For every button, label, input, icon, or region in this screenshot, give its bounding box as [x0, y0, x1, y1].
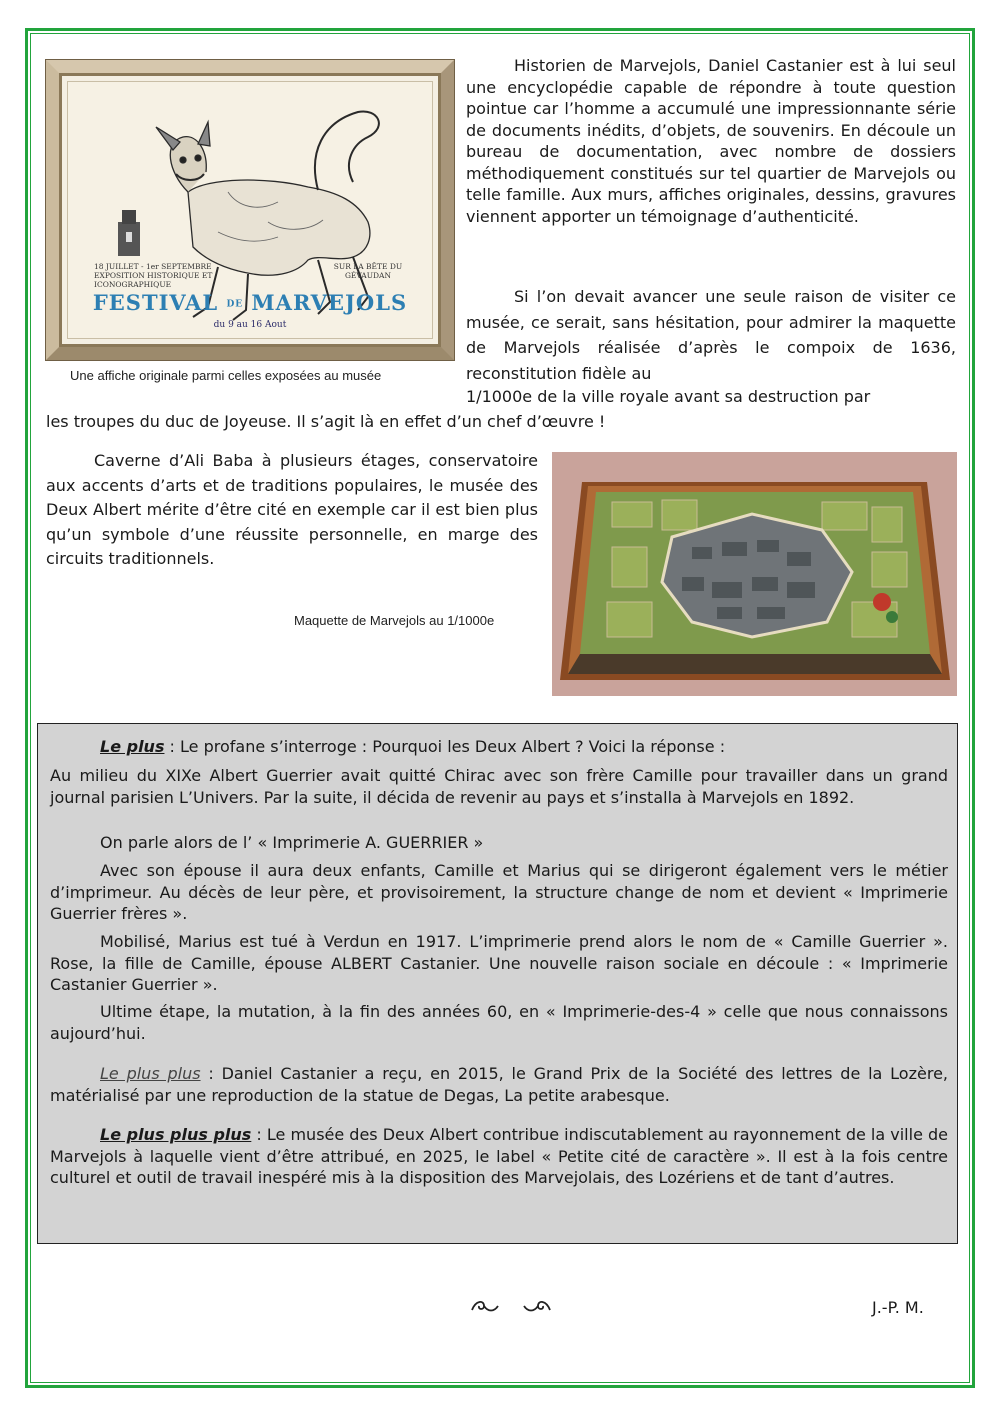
framed-poster-image [46, 60, 454, 360]
box-paragraph-1 [50, 736, 948, 758]
intro-paragraph-2b [466, 386, 956, 407]
maquette-photo [552, 452, 957, 696]
intro-paragraph-1: Historien de Marvejols, Daniel Castanier est à lui seul une encyclopédie capable de répondre à toute question pointue car l’homme a accumulé une impressionnante série de documents inédits, d’objets, de souvenirs. En découle un bureau de documentation, avec nombre de dossiers méthodiquement constitués sur tel quartier de Marvejols ou telle famille. Aux murs, affiches originales, dessins, gravures viennent apporter un témoignage d’authenticité. [466, 56, 956, 226]
poster-canvas [67, 81, 433, 339]
box-p7-text: : Daniel Castanier a reçu, en 2015, le Grand Prix de la Société des lettres de la Lozère, matérialisé par une reproduction de la statue de Degas, La petite arabesque. [50, 1064, 948, 1105]
signature: J.-P. M. [872, 1298, 924, 1317]
poster-dates: du 9 au 16 Aout [213, 320, 287, 330]
left-ornament-icon [470, 1296, 500, 1316]
box-paragraph-6: Ultime étape, la mutation, à la fin des années 60, en « Imprimerie-des-4 » celle que nous connaissons aujourd’hui. [50, 1002, 948, 1043]
box-paragraph-5: Mobilisé, Marius est tué à Verdun en 1917. L’imprimerie prend alors le nom de « Camille Guerrier ». Rose, la fille de Camille, épouse ALBERT Castanier. Une nouvelle raison sociale en découle : « Imprimerie Castanier Guerrier ». [50, 932, 948, 994]
poster-festival-word: FESTIVAL [92, 290, 219, 315]
box-paragraph-4: Avec son épouse il aura deux enfants, Camille et Marius qui se dirigeront également vers le métier d’imprimeur. Au décès de leur père, et provisoirement, la structure change de nom et devient « Imprimerie Guerrier frères ». [50, 861, 948, 923]
intro-p2b-text: 1/1000e de la ville royale avant sa destruction par [466, 387, 871, 406]
tower-icon [118, 210, 140, 256]
poster-left-text: 18 JUILLET - 1er SEPTEMBRE EXPOSITION HISTORIQUE ET ICONOGRAPHIQUE [94, 262, 213, 289]
le-plus-box [37, 723, 958, 1244]
maquette-illustration [552, 452, 957, 696]
poster-caption: Une affiche originale parmi celles exposées au musée [70, 368, 382, 383]
maquette-caption: Maquette de Marvejols au 1/1000e [294, 613, 495, 628]
poster-de-word: DE [226, 299, 244, 310]
box-p8-text: : Le musée des Deux Albert contribue indiscutablement au rayonnement de la ville de Marvejols à laquelle vient d’être attribué, en 2025, le label « Petite cité de caractère ». Il est à la fois centre culturel et outil de travail inespéré mis à la disposition des Marvejolais, des Lozériens et de tant d’autres. [50, 1125, 948, 1187]
box-paragraph-3: On parle alors de l’ « Imprimerie A. GUERRIER » [100, 833, 484, 852]
box-paragraph-7 [50, 1063, 948, 1106]
poster-title [68, 290, 432, 315]
box-p1-text: : Le profane s’interroge : Pourquoi les Deux Albert ? Voici la réponse : [164, 737, 726, 756]
poster-right-text: SUR LA BÊTE DU GÉVAUDAN [333, 262, 403, 280]
intro-paragraph-2a: Si l’on devait avancer une seule raison de visiter ce musée, ce serait, sans hésitation, pour admirer la maquette de Marvejols réalisée d’après le compoix de 1636, reconstitution fidèle au [466, 287, 956, 383]
heading-le-plus: Le plus [100, 737, 165, 756]
box-paragraph-8 [50, 1124, 948, 1189]
caverne-paragraph: Caverne d’Ali Baba à plusieurs étages, conservatoire aux accents d’arts et de traditions populaires, le musée des Deux Albert mérite d’être cité en exemple car il est bien plus qu’un symbole d’une réussite personnelle, en marge des circuits traditionnels. [46, 451, 538, 568]
poster-town-word: MARVEJOLS [251, 290, 408, 315]
heading-le-plus-plus: Le plus plus [100, 1064, 201, 1083]
heading-le-plus-plus-plus: Le plus plus plus [100, 1125, 252, 1144]
right-ornament-icon [522, 1296, 552, 1316]
box-paragraph-2: Au milieu du XIXe Albert Guerrier avait quitté Chirac avec son frère Camille pour travailler dans un grand journal parisien L’Univers. Par la suite, il décida de revenir au pays et s’installa à Marvejols en 1892. [50, 766, 948, 807]
intro-paragraph-2c: les troupes du duc de Joyeuse. Il s’agit là en effet d’un chef d’œuvre ! [46, 412, 606, 431]
